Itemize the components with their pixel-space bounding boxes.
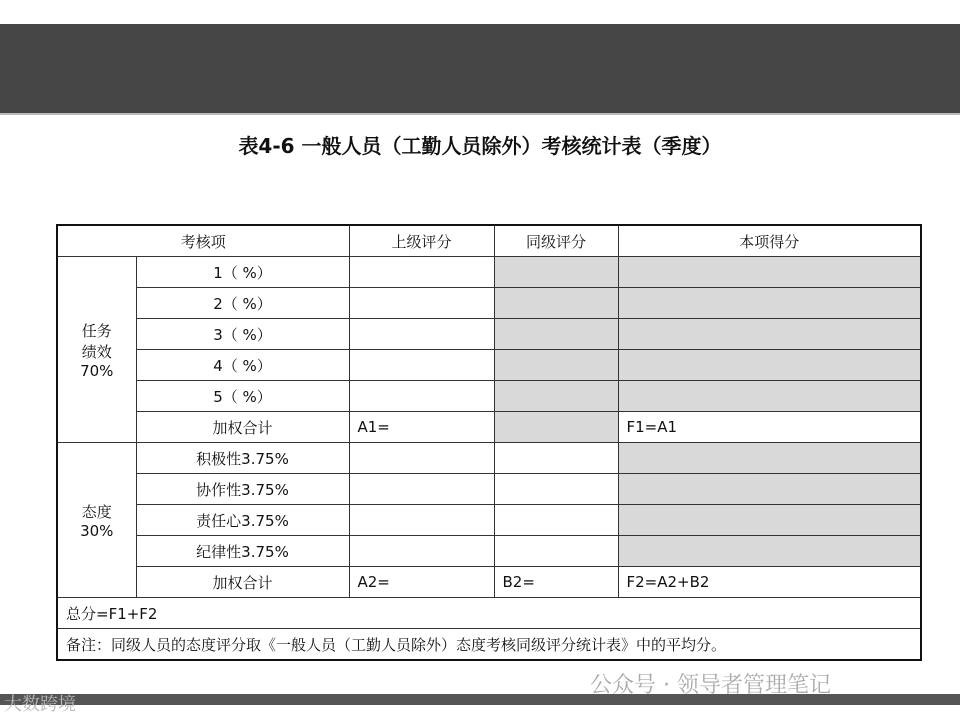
cell <box>494 412 618 443</box>
table-row <box>57 257 921 288</box>
cell <box>618 443 921 474</box>
assessment-table <box>56 224 922 661</box>
cell[interactable] <box>494 536 618 567</box>
task-weight: 70% <box>80 361 114 380</box>
task-item: 4（ %） <box>136 350 349 381</box>
sum-total: F1=A1 <box>618 412 921 443</box>
cell[interactable] <box>349 257 494 288</box>
task-item: 3（ %） <box>136 319 349 350</box>
table-row <box>57 350 921 381</box>
cell <box>494 319 618 350</box>
table-row <box>57 505 921 536</box>
cell[interactable] <box>349 381 494 412</box>
cell[interactable] <box>494 474 618 505</box>
cell <box>618 319 921 350</box>
table-row <box>57 319 921 350</box>
cell <box>618 381 921 412</box>
page-title: 表4-6 一般人员（工勤人员除外）考核统计表（季度） <box>238 134 722 158</box>
cell[interactable] <box>349 443 494 474</box>
table-header-row <box>57 225 921 257</box>
table-row <box>57 536 921 567</box>
cell <box>494 257 618 288</box>
task-category-label: 任务绩效 <box>81 321 112 361</box>
cell <box>618 474 921 505</box>
cell <box>618 350 921 381</box>
task-item: 2（ %） <box>136 288 349 319</box>
cell[interactable] <box>349 319 494 350</box>
attitude-item: 责任心3.75% <box>136 505 349 536</box>
cell <box>618 257 921 288</box>
sum-total: F2=A2+B2 <box>618 567 921 598</box>
attitude-category <box>57 443 136 598</box>
attitude-item: 积极性3.75% <box>136 443 349 474</box>
task-item: 5（ %） <box>136 381 349 412</box>
attitude-sum-row <box>57 567 921 598</box>
sum-label: 加权合计 <box>136 412 349 443</box>
cell <box>494 381 618 412</box>
header-item: 考核项 <box>57 225 349 257</box>
table-row <box>57 443 921 474</box>
header-peer: 同级评分 <box>494 225 618 257</box>
task-item: 1（ %） <box>136 257 349 288</box>
cell <box>618 536 921 567</box>
table-row <box>57 288 921 319</box>
note-row <box>57 629 921 661</box>
watermark-logo: 大数跨境 <box>4 694 76 715</box>
total-score: 总分=F1+F2 <box>57 598 921 629</box>
cell <box>494 350 618 381</box>
task-category <box>57 257 136 443</box>
cell <box>618 288 921 319</box>
table-row <box>57 381 921 412</box>
header-score: 本项得分 <box>618 225 921 257</box>
note: 备注：同级人员的态度评分取《一般人员（工勤人员除外）态度考核同级评分统计表》中的平均分。 <box>57 629 921 661</box>
watermark: 公众号 · 领导者管理笔记 <box>590 673 831 698</box>
cell <box>494 288 618 319</box>
attitude-weight: 30% <box>80 521 114 540</box>
cell[interactable] <box>349 350 494 381</box>
attitude-category-label: 态度 <box>81 502 112 521</box>
attitude-item: 纪律性3.75% <box>136 536 349 567</box>
sum-label: 加权合计 <box>136 567 349 598</box>
cell[interactable] <box>494 505 618 536</box>
task-sum-row <box>57 412 921 443</box>
sum-superior: A1= <box>349 412 494 443</box>
total-row <box>57 598 921 629</box>
sum-superior: A2= <box>349 567 494 598</box>
header-bar <box>0 24 960 115</box>
attitude-item: 协作性3.75% <box>136 474 349 505</box>
cell[interactable] <box>349 505 494 536</box>
cell[interactable] <box>349 288 494 319</box>
cell[interactable] <box>349 474 494 505</box>
cell[interactable] <box>349 536 494 567</box>
cell[interactable] <box>494 443 618 474</box>
sum-peer: B2= <box>494 567 618 598</box>
header-superior: 上级评分 <box>349 225 494 257</box>
table-row <box>57 474 921 505</box>
cell <box>618 505 921 536</box>
